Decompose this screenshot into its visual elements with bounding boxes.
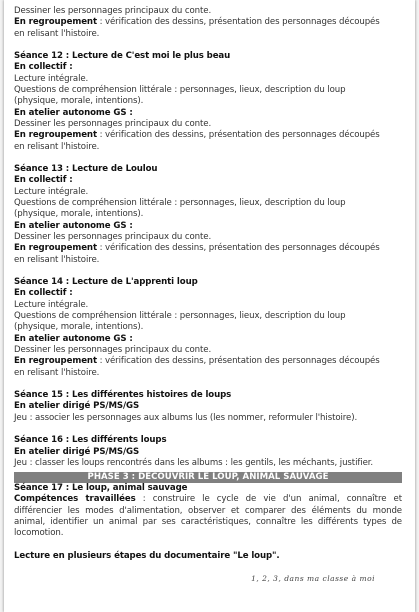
text-line: Jeu : associer les personnages aux albums lus (les nommer, reformuler l'histoire). — [14, 412, 358, 423]
text-line: Dessiner les personnages principaux du conte. — [14, 6, 212, 16]
atelier-label: En atelier dirigé PS/MS/GS — [14, 401, 140, 412]
atelier-label: En atelier autonome GS : — [14, 220, 133, 231]
seance-16-title: Séance 16 : Les différents loups — [14, 435, 167, 446]
regroupement-text: : vérification des dessins, présentation des personnages découpés — [96, 130, 380, 141]
phase-3-banner: PHASE 3 : DÉCOUVRIR LE LOUP, ANIMAL SAUVAGE — [14, 472, 402, 483]
text-line: Lecture intégrale. — [14, 73, 89, 84]
regroupement-label: En regroupement — [14, 130, 97, 141]
regroupement-label: En regroupement — [14, 356, 97, 367]
footer-signature: 1, 2, 3, dans ma classe à moi — [251, 574, 375, 583]
lecture-documentaire-line: Lecture en plusieurs étapes du documentaire "Le loup". — [14, 550, 280, 561]
text-line: en relisant l'histoire. — [14, 367, 100, 378]
spacer — [14, 379, 402, 390]
text-line: Dessiner les personnages principaux du conte. — [14, 118, 212, 129]
text-line: (physique, morale, intentions). — [14, 96, 144, 107]
seance-15-title: Séance 15 : Les différentes histoires de loups — [14, 390, 232, 401]
text-line: (physique, morale, intentions). — [14, 209, 144, 220]
text-line: (physique, morale, intentions). — [14, 322, 144, 333]
regroupement-line — [14, 243, 402, 254]
collectif-label: En collectif : — [14, 288, 73, 299]
regroupement-text: : vérification des dessins, présentation des personnages découpés — [96, 17, 380, 28]
collectif-label: En collectif : — [14, 175, 73, 186]
collectif-label: En collectif : — [14, 62, 73, 73]
document-page — [4, 0, 415, 612]
regroupement-text: : vérification des dessins, présentation des personnages découpés — [96, 243, 380, 254]
regroupement-label: En regroupement — [14, 243, 97, 254]
competences-label: Compétences travaillées — [14, 494, 136, 505]
text-line: en relisant l'histoire. — [14, 28, 100, 39]
seance-13-title: Séance 13 : Lecture de Loulou — [14, 164, 158, 175]
spacer — [14, 266, 402, 277]
regroupement-line — [14, 356, 402, 367]
competences-paragraph — [14, 494, 402, 539]
text-line: en relisant l'histoire. — [14, 141, 100, 152]
spacer — [14, 540, 402, 551]
regroupement-line — [14, 17, 402, 28]
text-line: en relisant l'histoire. — [14, 254, 100, 265]
text-line: Dessiner les personnages principaux du conte. — [14, 344, 212, 355]
spacer — [14, 153, 402, 164]
text-line: Lecture intégrale. — [14, 186, 89, 197]
spacer — [14, 424, 402, 435]
text-line: Questions de compréhension littérale : personnages, lieux, description du loup — [14, 85, 346, 96]
text-line: Jeu : classer les loups rencontrés dans les albums : les gentils, les méchants, justifier. — [14, 457, 374, 468]
seance-17-title: Séance 17 : Le loup, animal sauvage — [14, 483, 188, 494]
seance-12-title: Séance 12 : Lecture de C'est moi le plus beau — [14, 51, 231, 62]
regroupement-line — [14, 130, 402, 141]
regroupement-text: : vérification des dessins, présentation des personnages découpés — [96, 356, 380, 367]
competences-text: : construire le cycle de vie d'un animal, connaître et différencier les modes d'alimentation, observer et comparer des éléments du monde animal, identifier un animal par ses caractéristiques, connaître les différents types de locomotion. — [14, 494, 402, 539]
text-line: Lecture intégrale. — [14, 299, 89, 310]
document-body — [14, 6, 402, 562]
atelier-label: En atelier autonome GS : — [14, 107, 133, 118]
regroupement-label: En regroupement — [14, 17, 97, 28]
atelier-label: En atelier autonome GS : — [14, 333, 133, 344]
text-line: Dessiner les personnages principaux du conte. — [14, 231, 212, 242]
text-line: Questions de compréhension littérale : personnages, lieux, description du loup — [14, 198, 346, 209]
spacer — [14, 40, 402, 51]
seance-14-title: Séance 14 : Lecture de L'apprenti loup — [14, 277, 198, 288]
text-line: Questions de compréhension littérale : personnages, lieux, description du loup — [14, 311, 346, 322]
atelier-label: En atelier dirigé PS/MS/GS — [14, 446, 140, 457]
